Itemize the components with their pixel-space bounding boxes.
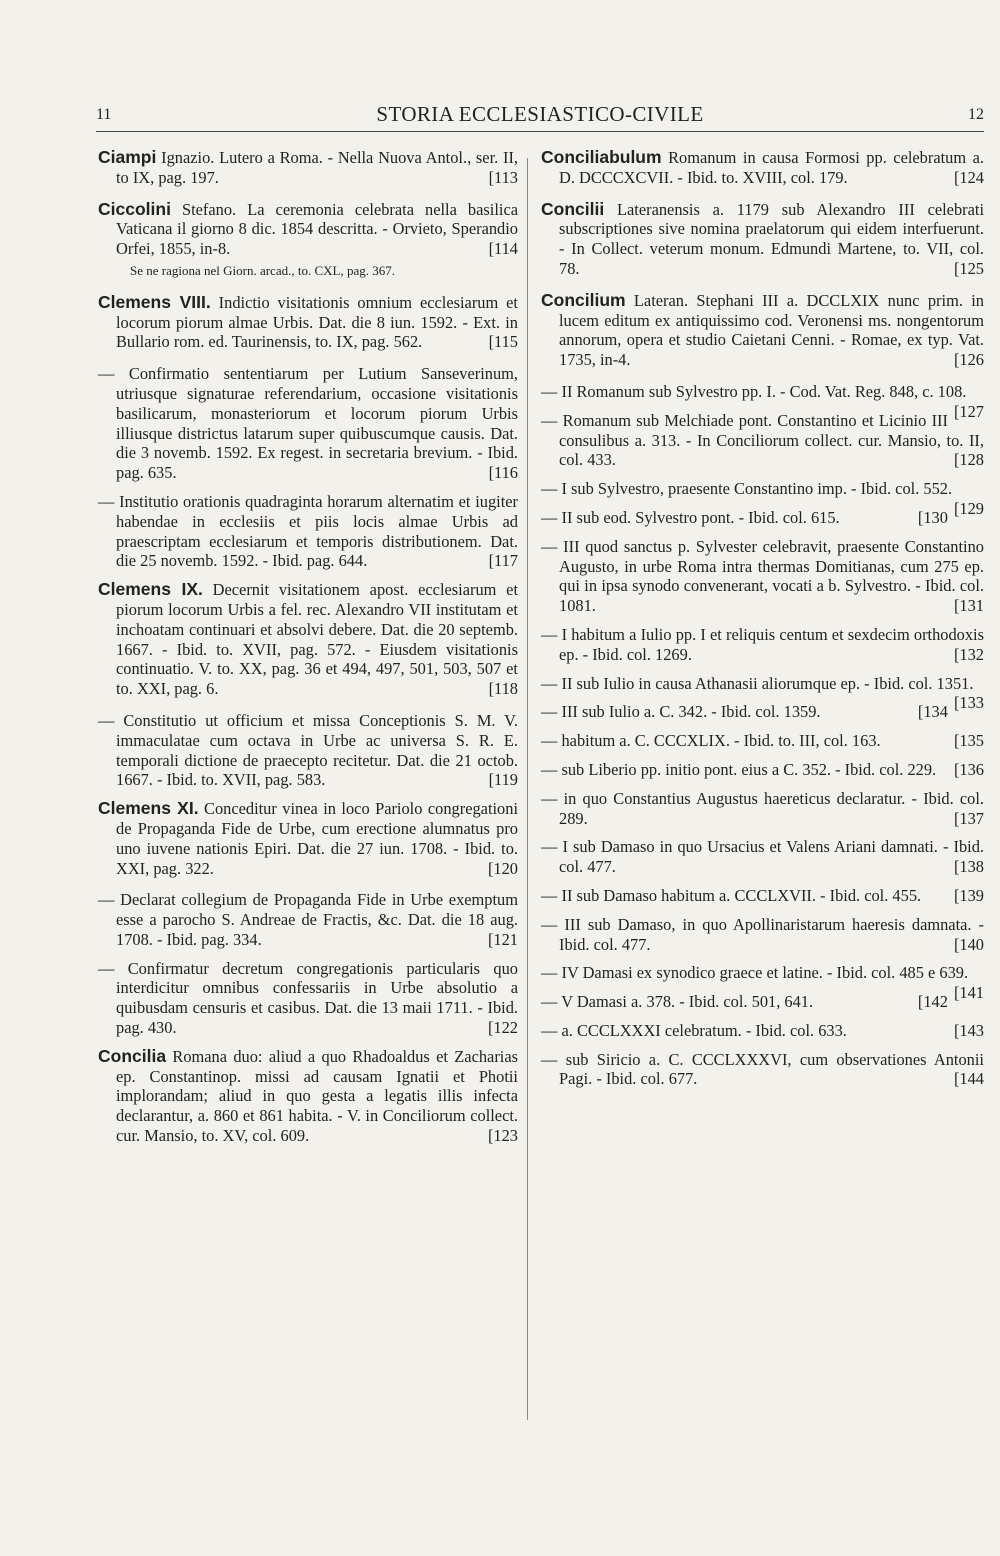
index-entry: [98, 293, 518, 352]
entry-text: — II sub Iulio in causa Athanasii aliorumque ep. - Ibid. col. 1351.: [541, 673, 974, 693]
index-entry: [541, 760, 984, 780]
entry-number: [143: [953, 1020, 984, 1040]
entry-number: [125: [953, 258, 984, 278]
entry-text: — I sub Sylvestro, praesente Constantino imp. - Ibid. col. 552.: [541, 479, 953, 499]
page-header: [96, 100, 984, 130]
entry-number: [138: [953, 857, 984, 877]
entry-note: Se ne ragiona nel Giorn. arcad., to. CXL, pag. 367.: [130, 262, 395, 278]
entry-number: [123: [487, 1126, 518, 1146]
entry-number: [114: [488, 239, 518, 259]
right-page-number: 12: [968, 106, 984, 123]
entry-text: — II sub eod. Sylvestro pont. - Ibid. col. 615.: [541, 507, 840, 527]
entry-text: Indictio visitationis omnium ecclesiarum et locorum piorum almae Urbis. Dat. die 8 iun. 1592. - Ext. in Bullario rom. ed. Taurinensis, to. IX, pag. 562.: [116, 292, 518, 352]
index-entry: [541, 1021, 984, 1041]
index-entry: [541, 837, 984, 877]
index-entry: [98, 200, 518, 281]
entry-number: [142: [917, 992, 948, 1012]
index-entry: [98, 364, 518, 483]
index-entry: [98, 580, 518, 699]
index-entry: [541, 148, 984, 188]
entry-text: Ignazio. Lutero a Roma. - Nella Nuova Antol., ser. II, to IX, pag. 197.: [116, 148, 518, 187]
entry-text: Lateran. Stephani III a. DCCLXIX nunc prim. in lucem editum ex antiquissimo cod. Veronensi ms. nongentorum annorum, opera et studio Caietani Cenni. - Romae, ex typ. Vat. 1735, in-4.: [559, 290, 984, 370]
entry-number: [121: [487, 929, 518, 949]
right-column: [541, 148, 984, 1098]
index-entry: [541, 537, 984, 616]
entry-number: [120: [487, 858, 518, 878]
entry-number: [118: [488, 679, 518, 699]
entry-text: — Constitutio ut officium et missa Conceptionis S. M. V. immaculatae cum octava in Urbe ac universa S. R. E. temporali dictione de praecepto recitetur. Dat. die 21 octob. 1667. - Ibid. to. XVII, pag. 583.: [98, 710, 518, 790]
index-entry: [541, 992, 984, 1012]
entry-text: — III sub Damaso, in quo Apollinaristarum haeresis damnata. - Ibid. col. 477.: [541, 914, 984, 954]
entry-number: [140: [953, 934, 984, 954]
entry-heading: Conciliabulum: [541, 147, 662, 167]
entry-text: — V Damasi a. 378. - Ibid. col. 501, 641.: [541, 992, 814, 1012]
entry-text: Decernit visitationem apost. ecclesiarum et piorum locorum Urbis a fel. rec. Alexandro VII institutam et inchoatam continuari et absolvi debere. Dat. die 20 septemb. 1667. - Ibid. to. XVII, pag. 572. - Eiusdem visitationis continuatio. V. to. XX, pag. 36 et 494, 497, 501, 503, 507 et to. XXI, pag. 6.: [116, 580, 518, 699]
entry-text: Conceditur vinea in loco Pariolo congregationi de Propaganda Fide de Urbe, cum erectione alumnatus pro uno iuvene nationis Epiri. Dat. die 27 iun. 1708. - Ibid. to. XXI, pag. 322.: [116, 799, 518, 878]
index-entry: [541, 915, 984, 955]
index-entry: [541, 381, 984, 421]
entry-number: [134: [917, 702, 948, 722]
header-rule: [96, 131, 984, 132]
entry-heading: Concilium: [541, 289, 626, 310]
index-entry: [98, 799, 518, 878]
entry-number: [132: [953, 644, 984, 664]
index-entry: [98, 890, 518, 949]
entry-number: [144: [953, 1069, 984, 1089]
entry-number: [135: [953, 731, 984, 751]
index-entry: [541, 411, 984, 470]
entry-number: [129: [953, 498, 984, 518]
index-entry: [98, 148, 518, 188]
entry-heading: Clemens VIII.: [98, 291, 211, 312]
entry-number: [126: [953, 350, 984, 370]
entry-text: — Confirmatur decretum congregationis particularis quo interdicitur omnibus confessariis in Urbe absolutio a quibusdam censuris et casibus. Dat. die 13 maii 1711. - Ibid. pag. 430.: [98, 958, 518, 1038]
entry-text: Romana duo: aliud a quo Rhadoaldus et Zacharias ep. Constantinop. missi ad causam Ignatii et Photii implorandam; aliud in quo gesta a legatis illis infecta declarantur, a. 860 et 861 habita. - V. in Conciliorum collect. cur. Mansio, to. XV, col. 609.: [116, 1046, 518, 1146]
index-entry: [541, 291, 984, 370]
entry-text: — I sub Damaso in quo Ursacius et Valens Ariani damnati. - Ibid. col. 477.: [541, 837, 984, 877]
entry-heading: Ciccolini: [98, 198, 171, 219]
entry-number: [131: [953, 596, 984, 616]
entry-number: [128: [953, 450, 984, 470]
entry-number: [137: [953, 808, 984, 828]
entry-number: [141: [953, 983, 984, 1003]
index-entry: [541, 508, 984, 528]
entry-text: — Romanum sub Melchiade pont. Constantino et Licinio III consulibus a. 313. - In Conciliorum collect. cur. Mansio, to. II, col. 433.: [541, 410, 984, 470]
entry-text: — in quo Constantius Augustus haereticus declaratur. - Ibid. col. 289.: [541, 788, 984, 828]
index-entry: [98, 711, 518, 790]
index-entry: [541, 886, 984, 906]
entry-number: [136: [953, 759, 984, 779]
entry-text: — Declarat collegium de Propaganda Fide in Urbe exemptum esse a parocho S. Andreae de Fractis, &c. Dat. die 18 aug. 1708. - Ibid. pag. 334.: [98, 890, 518, 949]
left-column: [98, 148, 518, 1158]
entry-number: [122: [487, 1018, 518, 1038]
index-entry: [98, 492, 518, 571]
entry-number: [139: [953, 885, 984, 905]
entry-text: — IV Damasi ex synodico graece et latine. - Ibid. col. 485 e 639.: [541, 963, 969, 983]
entry-text: — II sub Damaso habitum a. CCCLXVII. - Ibid. col. 455.: [541, 885, 922, 905]
entry-heading: Clemens IX.: [98, 579, 203, 600]
entry-text: — a. CCCLXXXI celebratum. - Ibid. col. 633.: [541, 1020, 847, 1040]
entry-number: [117: [488, 551, 518, 571]
running-title: STORIA ECCLESIASTICO-CIVILE: [376, 102, 704, 126]
index-entry: [541, 702, 984, 722]
entry-text: — II Romanum sub Sylvestro pp. I. - Cod. Vat. Reg. 848, c. 108.: [541, 381, 967, 401]
entry-heading: Clemens XI.: [98, 798, 199, 819]
entry-number: [130: [917, 507, 948, 527]
entry-number: [127: [953, 401, 984, 421]
entry-number: [116: [488, 463, 518, 483]
index-entry: [541, 1050, 984, 1090]
entry-number: [113: [488, 167, 518, 187]
entry-text: Stefano. La ceremonia celebrata nella basilica Vaticana il giorno 8 dic. 1854 descritta. - Orvieto, Sperandio Orfei, 1855, in-8.: [116, 199, 518, 259]
entry-heading: Concilia: [98, 1045, 167, 1066]
index-entry: [98, 1047, 518, 1146]
entry-number: [133: [953, 693, 984, 713]
left-page-number: 11: [96, 106, 112, 123]
entry-number: [124: [953, 167, 984, 187]
entry-text: — habitum a. C. CCCXLIX. - Ibid. to. III, col. 163.: [541, 731, 881, 751]
entry-heading: Ciampi: [98, 147, 157, 167]
entry-text: — III sub Iulio a. C. 342. - Ibid. col. 1359.: [541, 702, 821, 722]
index-entry: [541, 200, 984, 279]
entry-text: — sub Siricio a. C. CCCLXXXVI, cum observationes Antonii Pagi. - Ibid. col. 677.: [541, 1049, 984, 1089]
entry-text: Romanum in causa Formosi pp. celebratum a. D. DCCCXCVII. - Ibid. to. XVIII, col. 179.: [559, 148, 984, 187]
entry-heading: Concilii: [541, 198, 605, 219]
entry-text: — sub Liberio pp. initio pont. eius a C. 352. - Ibid. col. 229.: [541, 759, 937, 779]
entry-text: — III quod sanctus p. Sylvester celebravit, praesente Constantino Augusto, in urbe Roma intra thermas Domitianas, cum 275 ep. qui in ipsa synodo convenerant, vocati a b. Sylvestro. - Ibid. col. 1081.: [541, 536, 984, 616]
index-entry: [541, 625, 984, 665]
entry-text: — Confirmatio sententiarum per Lutium Sanseverinum, utriusque signaturae referendarium, occasione visitationis basilicarum, monasteriorum et locorum piorum Urbis illiusque districtus latarum super quibuscumque causis. Dat. die 3 novemb. 1592. Ex regest. in secretaria brevium. - Ibid. pag. 635.: [98, 364, 518, 483]
entry-text: Lateranensis a. 1179 sub Alexandro III celebrati subscriptiones sive nomina praelatorum qui eidem interfuerunt. - In Collect. veterum monum. Edmundi Martene, to. VII, col. 78.: [559, 199, 984, 278]
entry-text: — I habitum a Iulio pp. I et reliquis centum et sexdecim orthodoxis ep. - Ibid. col. 1269.: [541, 624, 984, 664]
entry-number: [115: [488, 332, 518, 352]
column-divider: [527, 158, 528, 1420]
index-entry: [98, 959, 518, 1038]
entry-text: — Institutio orationis quadraginta horarum alternatim et iugiter habendae in ecclesiis et piis locis almae Urbis ad praescriptam ecclesiarum et temporis distributionem. Dat. die 25 novemb. 1592. - Ibid. pag. 644.: [98, 491, 518, 571]
entry-number: [119: [488, 770, 518, 790]
index-entry: [541, 789, 984, 829]
index-entry: [541, 731, 984, 751]
